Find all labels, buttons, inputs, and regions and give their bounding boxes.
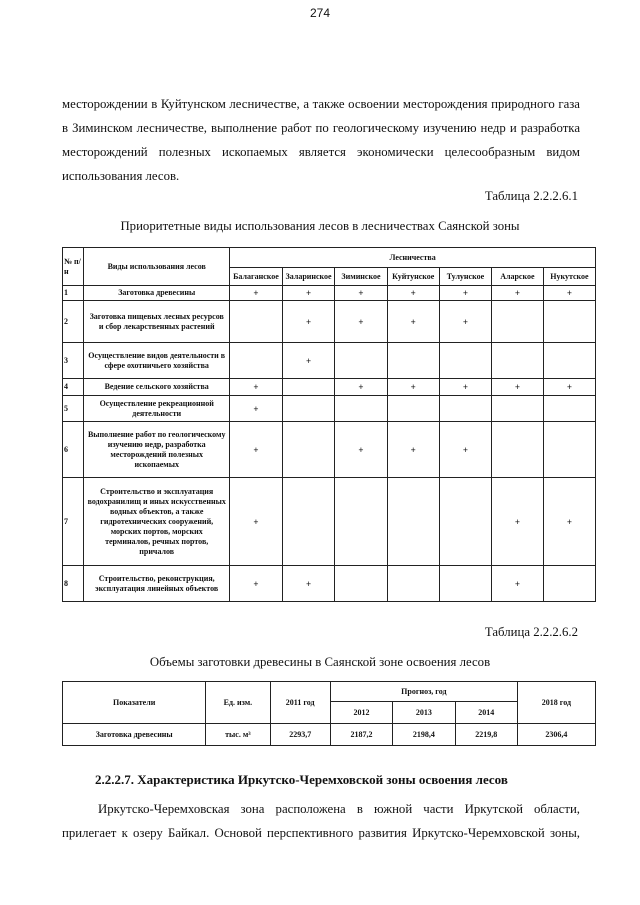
table-row [63,301,596,343]
row-mark: + [387,422,439,478]
row-mark: + [230,422,283,478]
header-forestry: Балаганское [230,268,283,286]
header-kind: Виды использования лесов [84,248,230,286]
table-row [63,286,596,301]
cell-unit: тыс. м³ [206,724,270,746]
intro-line: месторождении в Куйтунском лесничестве, а также освоении месторождения природного газа [62,97,580,111]
row-mark [282,478,335,566]
row-mark [439,343,491,379]
row-name: Заготовка древесины [84,286,230,301]
row-name: Строительство и эксплуатация водохранилищ и иных искусственных водных объектов, а также гидротехнических сооружений, морских портов, морских терминалов, речных портов, причалов [84,478,230,566]
table2-title: Объемы заготовки древесины в Саянской зоне освоения лесов [149,655,491,669]
row-num: 3 [63,343,84,379]
row-mark [491,396,543,422]
row-mark: + [335,422,387,478]
row-num: 2 [63,301,84,343]
row-num: 7 [63,478,84,566]
row-num: 8 [63,566,84,602]
header-forecast: Прогноз, год [330,682,517,702]
header-2011: 2011 год [270,682,330,724]
table-row [63,566,596,602]
row-mark: + [335,286,387,301]
header-2013: 2013 [393,702,455,724]
harvest-volume-table [62,681,596,746]
header-forestry: Куйтунское [387,268,439,286]
row-mark: + [230,396,283,422]
row-mark: + [491,478,543,566]
row-mark [439,396,491,422]
row-mark: + [387,379,439,396]
row-mark: + [387,301,439,343]
header-forestry: Аларское [491,268,543,286]
row-mark [387,396,439,422]
header-forestry: Нукутское [543,268,595,286]
header-num: № п/н [63,248,84,286]
row-mark [335,566,387,602]
row-mark: + [439,286,491,301]
cell-2013: 2198,4 [393,724,455,746]
row-mark: + [491,286,543,301]
header-2018: 2018 год [517,682,595,724]
row-mark [335,396,387,422]
row-mark [491,301,543,343]
section-line: прилегает к озеру Байкал. Основой перспективного развития Иркутско-Черемховской зоны, [62,826,580,840]
row-mark: + [543,478,595,566]
row-mark: + [439,379,491,396]
row-mark: + [282,301,335,343]
table-row [63,379,596,396]
section-heading: 2.2.2.7. Характеристика Иркутско-Черемховской зоны освоения лесов [95,772,508,787]
row-mark [491,343,543,379]
header-2012: 2012 [330,702,392,724]
row-mark [439,478,491,566]
row-mark: + [491,379,543,396]
row-mark [282,396,335,422]
cell-indicator: Заготовка древесины [63,724,206,746]
row-name: Заготовка пищевых лесных ресурсов и сбор лекарственных растений [84,301,230,343]
row-mark [543,343,595,379]
header-forestry: Заларинское [282,268,335,286]
header-unit: Ед. изм. [206,682,270,724]
row-num: 4 [63,379,84,396]
row-mark: + [439,301,491,343]
row-mark: + [230,478,283,566]
header-indicator: Показатели [63,682,206,724]
row-mark [335,478,387,566]
row-mark [387,566,439,602]
row-mark [387,343,439,379]
row-mark: + [230,379,283,396]
page-number: 274 [309,6,331,20]
section-paragraph [62,797,580,845]
row-mark: + [282,566,335,602]
row-mark: + [335,379,387,396]
row-name: Ведение сельского хозяйства [84,379,230,396]
row-mark: + [230,566,283,602]
row-mark: + [543,286,595,301]
table-row [63,724,596,746]
row-num: 1 [63,286,84,301]
table-row [63,396,596,422]
priority-uses-table [62,247,596,602]
row-name: Выполнение работ по геологическому изучению недр, разработка месторождений полезных ископаемых [84,422,230,478]
table1-title: Приоритетные виды использования лесов в лесничествах Саянской зоны [120,219,520,233]
table-row [63,422,596,478]
row-mark: + [282,343,335,379]
header-forestry: Тулунское [439,268,491,286]
row-mark [543,301,595,343]
table-row [63,478,596,566]
row-mark: + [282,286,335,301]
row-mark [439,566,491,602]
intro-line: месторождений полезных ископаемых является экономически целесообразным видом [62,145,580,159]
intro-line: использования лесов. [62,169,180,183]
intro-paragraph [62,92,580,188]
row-mark [335,343,387,379]
cell-2012: 2187,2 [330,724,392,746]
header-forestry: Зиминское [335,268,387,286]
row-mark: + [335,301,387,343]
row-mark: + [387,286,439,301]
row-mark: + [439,422,491,478]
row-name: Осуществление рекреационной деятельности [84,396,230,422]
row-mark: + [491,566,543,602]
header-2014: 2014 [455,702,517,724]
cell-2011: 2293,7 [270,724,330,746]
header-forestries-group: Лесничества [230,248,596,268]
row-mark [543,566,595,602]
row-mark [282,422,335,478]
cell-2018: 2306,4 [517,724,595,746]
row-mark [491,422,543,478]
row-name: Строительство, реконструкция, эксплуатация линейных объектов [84,566,230,602]
row-mark [543,422,595,478]
row-mark: + [230,286,283,301]
row-mark [387,478,439,566]
row-num: 6 [63,422,84,478]
row-mark [230,343,283,379]
row-mark [543,396,595,422]
table1-label: Таблица 2.2.2.6.1 [484,189,578,203]
row-mark [282,379,335,396]
intro-line: в Зиминском лесничестве, выполнение работ по геологическому изучению недр и разработка [62,121,580,135]
cell-2014: 2219,8 [455,724,517,746]
table2-label: Таблица 2.2.2.6.2 [484,625,578,639]
table-row [63,343,596,379]
section-line: Иркутско-Черемховская зона расположена в южной части Иркутской области, [98,802,580,816]
row-mark [230,301,283,343]
row-name: Осуществление видов деятельности в сфере охотничьего хозяйства [84,343,230,379]
row-num: 5 [63,396,84,422]
row-mark: + [543,379,595,396]
